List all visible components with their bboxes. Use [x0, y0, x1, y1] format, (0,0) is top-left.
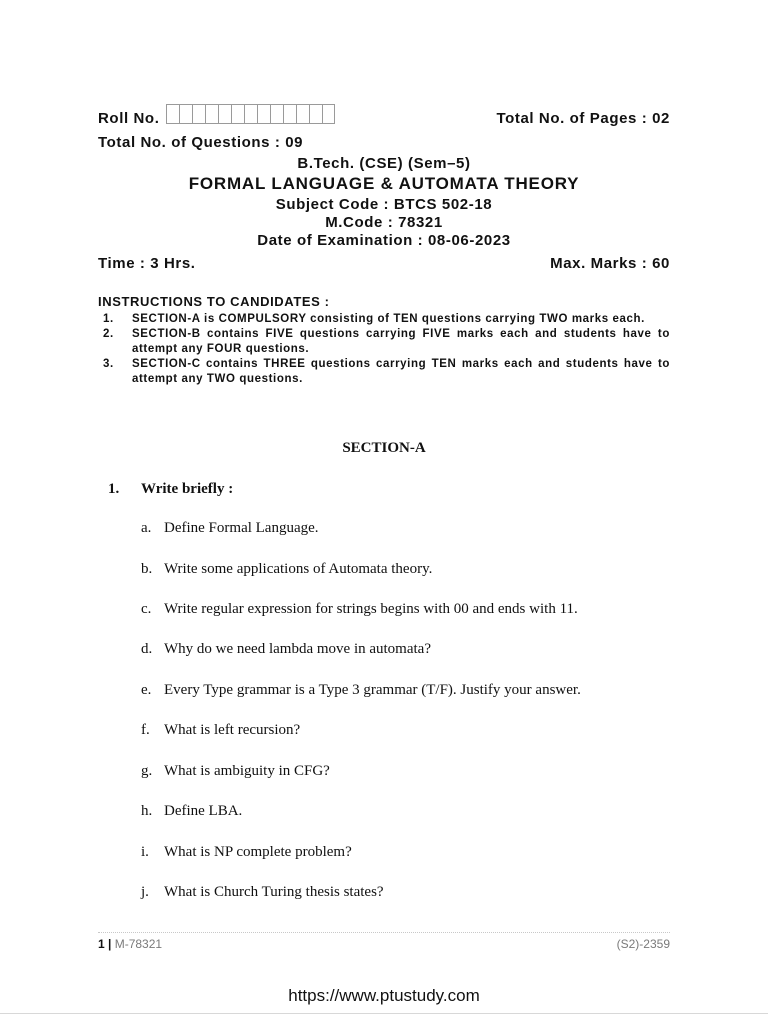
sub-question-letter: b.	[141, 561, 153, 577]
sub-question-letter: i.	[141, 844, 149, 860]
bottom-divider	[0, 1013, 768, 1014]
sub-question	[141, 561, 432, 578]
question-label: Write briefly :	[141, 481, 234, 497]
roll-number-box	[192, 104, 205, 124]
roll-number-box	[218, 104, 231, 124]
instruction-number: 3.	[103, 358, 114, 370]
instruction-item	[98, 312, 670, 327]
sub-question-text: What is Church Turing thesis states?	[164, 884, 384, 900]
sub-question-text: Define Formal Language.	[164, 520, 319, 536]
roll-number-box	[231, 104, 244, 124]
roll-number-box	[166, 104, 179, 124]
sub-question-text: What is ambiguity in CFG?	[164, 763, 330, 779]
instruction-text: SECTION-C contains THREE questions carrying TEN marks each and students have to attempt any TWO questions.	[132, 358, 670, 385]
roll-number-box	[283, 104, 296, 124]
sub-question-letter: a.	[141, 520, 152, 536]
sub-question	[141, 884, 384, 901]
question-number: 1.	[108, 481, 120, 497]
instruction-item	[98, 357, 670, 387]
instruction-number: 2.	[103, 328, 114, 340]
section-a-heading: SECTION-A	[342, 440, 426, 456]
sub-question-letter: g.	[141, 763, 153, 779]
footer-mcode: M-78321	[114, 937, 163, 951]
footer-separator: |	[104, 937, 115, 951]
footer-divider	[98, 932, 670, 933]
instructions-heading: INSTRUCTIONS TO CANDIDATES :	[98, 294, 330, 309]
instruction-text: SECTION-B contains FIVE questions carrying FIVE marks each and students have to attempt any FOUR questions.	[132, 328, 670, 355]
sub-question	[141, 722, 300, 739]
instruction-number: 1.	[103, 313, 114, 325]
sub-question	[141, 641, 431, 658]
total-questions: Total No. of Questions : 09	[98, 134, 304, 151]
roll-number-box	[179, 104, 192, 124]
exam-time: Time : 3 Hrs.	[98, 255, 196, 272]
sub-question	[141, 844, 352, 861]
sub-question-letter: h.	[141, 803, 153, 819]
roll-number-box	[257, 104, 270, 124]
sub-question	[141, 601, 578, 618]
sub-question	[141, 520, 319, 537]
instruction-item	[98, 327, 670, 357]
exam-date: Date of Examination : 08-06-2023	[257, 232, 511, 249]
roll-number-box	[244, 104, 257, 124]
max-marks: Max. Marks : 60	[550, 255, 670, 272]
sub-question	[141, 803, 242, 820]
subject-code: Subject Code : BTCS 502-18	[275, 196, 493, 213]
sub-question-text: What is left recursion?	[164, 722, 301, 738]
footer-left	[98, 937, 162, 951]
sub-question	[141, 682, 581, 699]
program-line: B.Tech. (CSE) (Sem–5)	[297, 155, 471, 172]
roll-number-row	[98, 104, 670, 128]
roll-number-boxes	[166, 104, 335, 124]
sub-question-text: Write some applications of Automata theory.	[164, 561, 433, 577]
sub-question-text: Define LBA.	[164, 803, 243, 819]
sub-question-letter: f.	[141, 722, 150, 738]
instructions-list	[98, 312, 670, 387]
sub-question-letter: c.	[141, 601, 152, 617]
sub-question-text: Every Type grammar is a Type 3 grammar (T/F). Justify your answer.	[164, 682, 581, 698]
roll-number-box	[205, 104, 218, 124]
website-link[interactable]: https://www.ptustudy.com	[288, 986, 480, 1005]
roll-number-box	[296, 104, 309, 124]
sub-question-letter: j.	[141, 884, 149, 900]
roll-number-box	[270, 104, 283, 124]
footer-paper-code: (S2)-2359	[616, 937, 670, 951]
roll-number-box	[309, 104, 322, 124]
instruction-text: SECTION-A is COMPULSORY consisting of TEN questions carrying TWO marks each.	[132, 313, 645, 325]
sub-question-text: Write regular expression for strings begins with 00 and ends with 11.	[164, 601, 578, 617]
roll-number-label: Roll No.	[98, 110, 160, 127]
sub-question-letter: e.	[141, 682, 152, 698]
paper-title: FORMAL LANGUAGE & AUTOMATA THEORY	[188, 174, 580, 193]
total-pages: Total No. of Pages : 02	[496, 110, 670, 127]
mcode: M.Code : 78321	[325, 214, 443, 231]
footer-page-number: 1	[98, 937, 105, 951]
sub-question-text: What is NP complete problem?	[164, 844, 352, 860]
sub-question	[141, 763, 330, 780]
roll-number-box	[322, 104, 335, 124]
sub-question-text: Why do we need lambda move in automata?	[164, 641, 431, 657]
sub-question-letter: d.	[141, 641, 153, 657]
